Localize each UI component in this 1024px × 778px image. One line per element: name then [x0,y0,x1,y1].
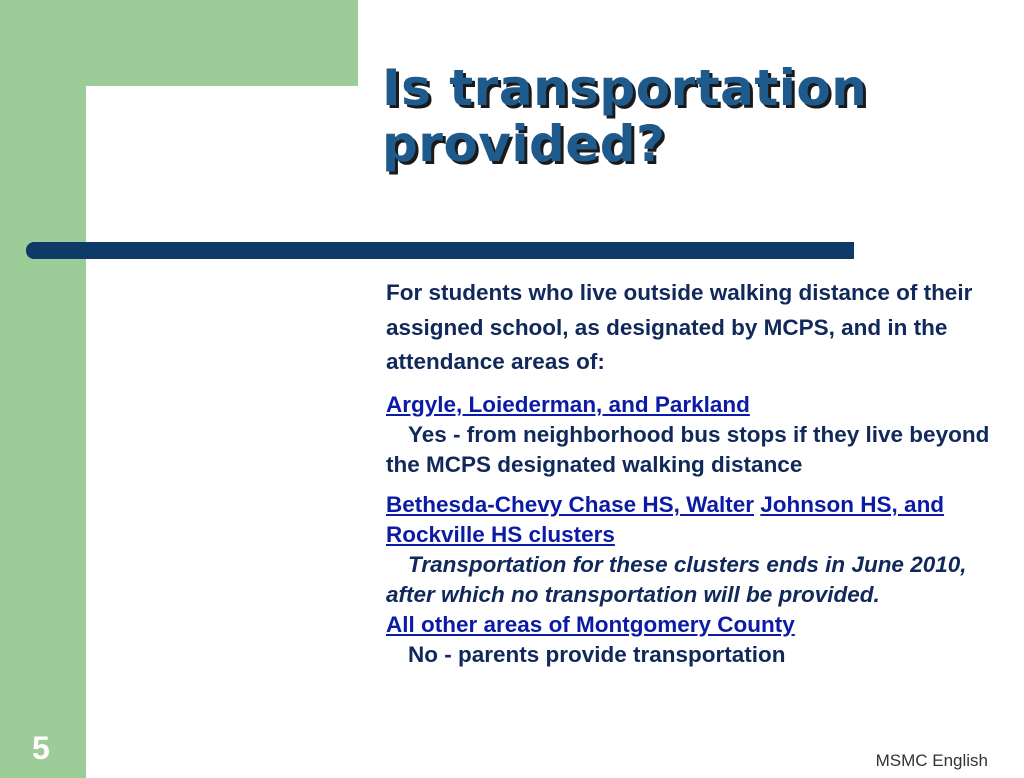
slide-body [386,276,1014,670]
footer-text: MSMC English [875,751,988,770]
title-divider-bar [26,242,854,259]
link-argyle-loiederman-parkland[interactable]: Argyle, Loiederman, and Parkland [386,391,750,417]
slide-title [382,60,867,172]
section-bcc-wj-rockville [386,490,1014,610]
section-description: No - parents provide transportation [408,641,786,667]
intro-paragraph: For students who live outside walking distance of their assigned school, as designated by MCPS, and in the attendance areas of: [386,280,973,374]
section-other-areas [386,610,1014,670]
slide-title-line-1: Is transportation [382,59,868,117]
section-argyle [386,390,1014,480]
page-number: 5 [32,730,50,766]
link-bethesda-chevy-chase-walter[interactable]: Bethesda-Chevy Chase HS, Walter [386,491,755,517]
slide-title-line-2: provided? [382,115,666,173]
content-panel-corner [86,86,206,206]
green-frame-left [0,0,86,778]
section-heading [386,390,1014,420]
section-heading [386,490,1014,550]
link-all-other-areas[interactable]: All other areas of Montgomery County [386,611,795,637]
link-johnson-rockville-clusters[interactable]: Johnson HS, and Rockville HS clusters [386,491,945,547]
green-frame-top [0,0,358,86]
section-description: Yes - from neighborhood bus stops if they live beyond the MCPS designated walking distance [386,421,990,477]
section-description: Transportation for these clusters ends in June 2010, after which no transportation will be provided. [386,551,967,607]
section-heading [386,610,1014,640]
